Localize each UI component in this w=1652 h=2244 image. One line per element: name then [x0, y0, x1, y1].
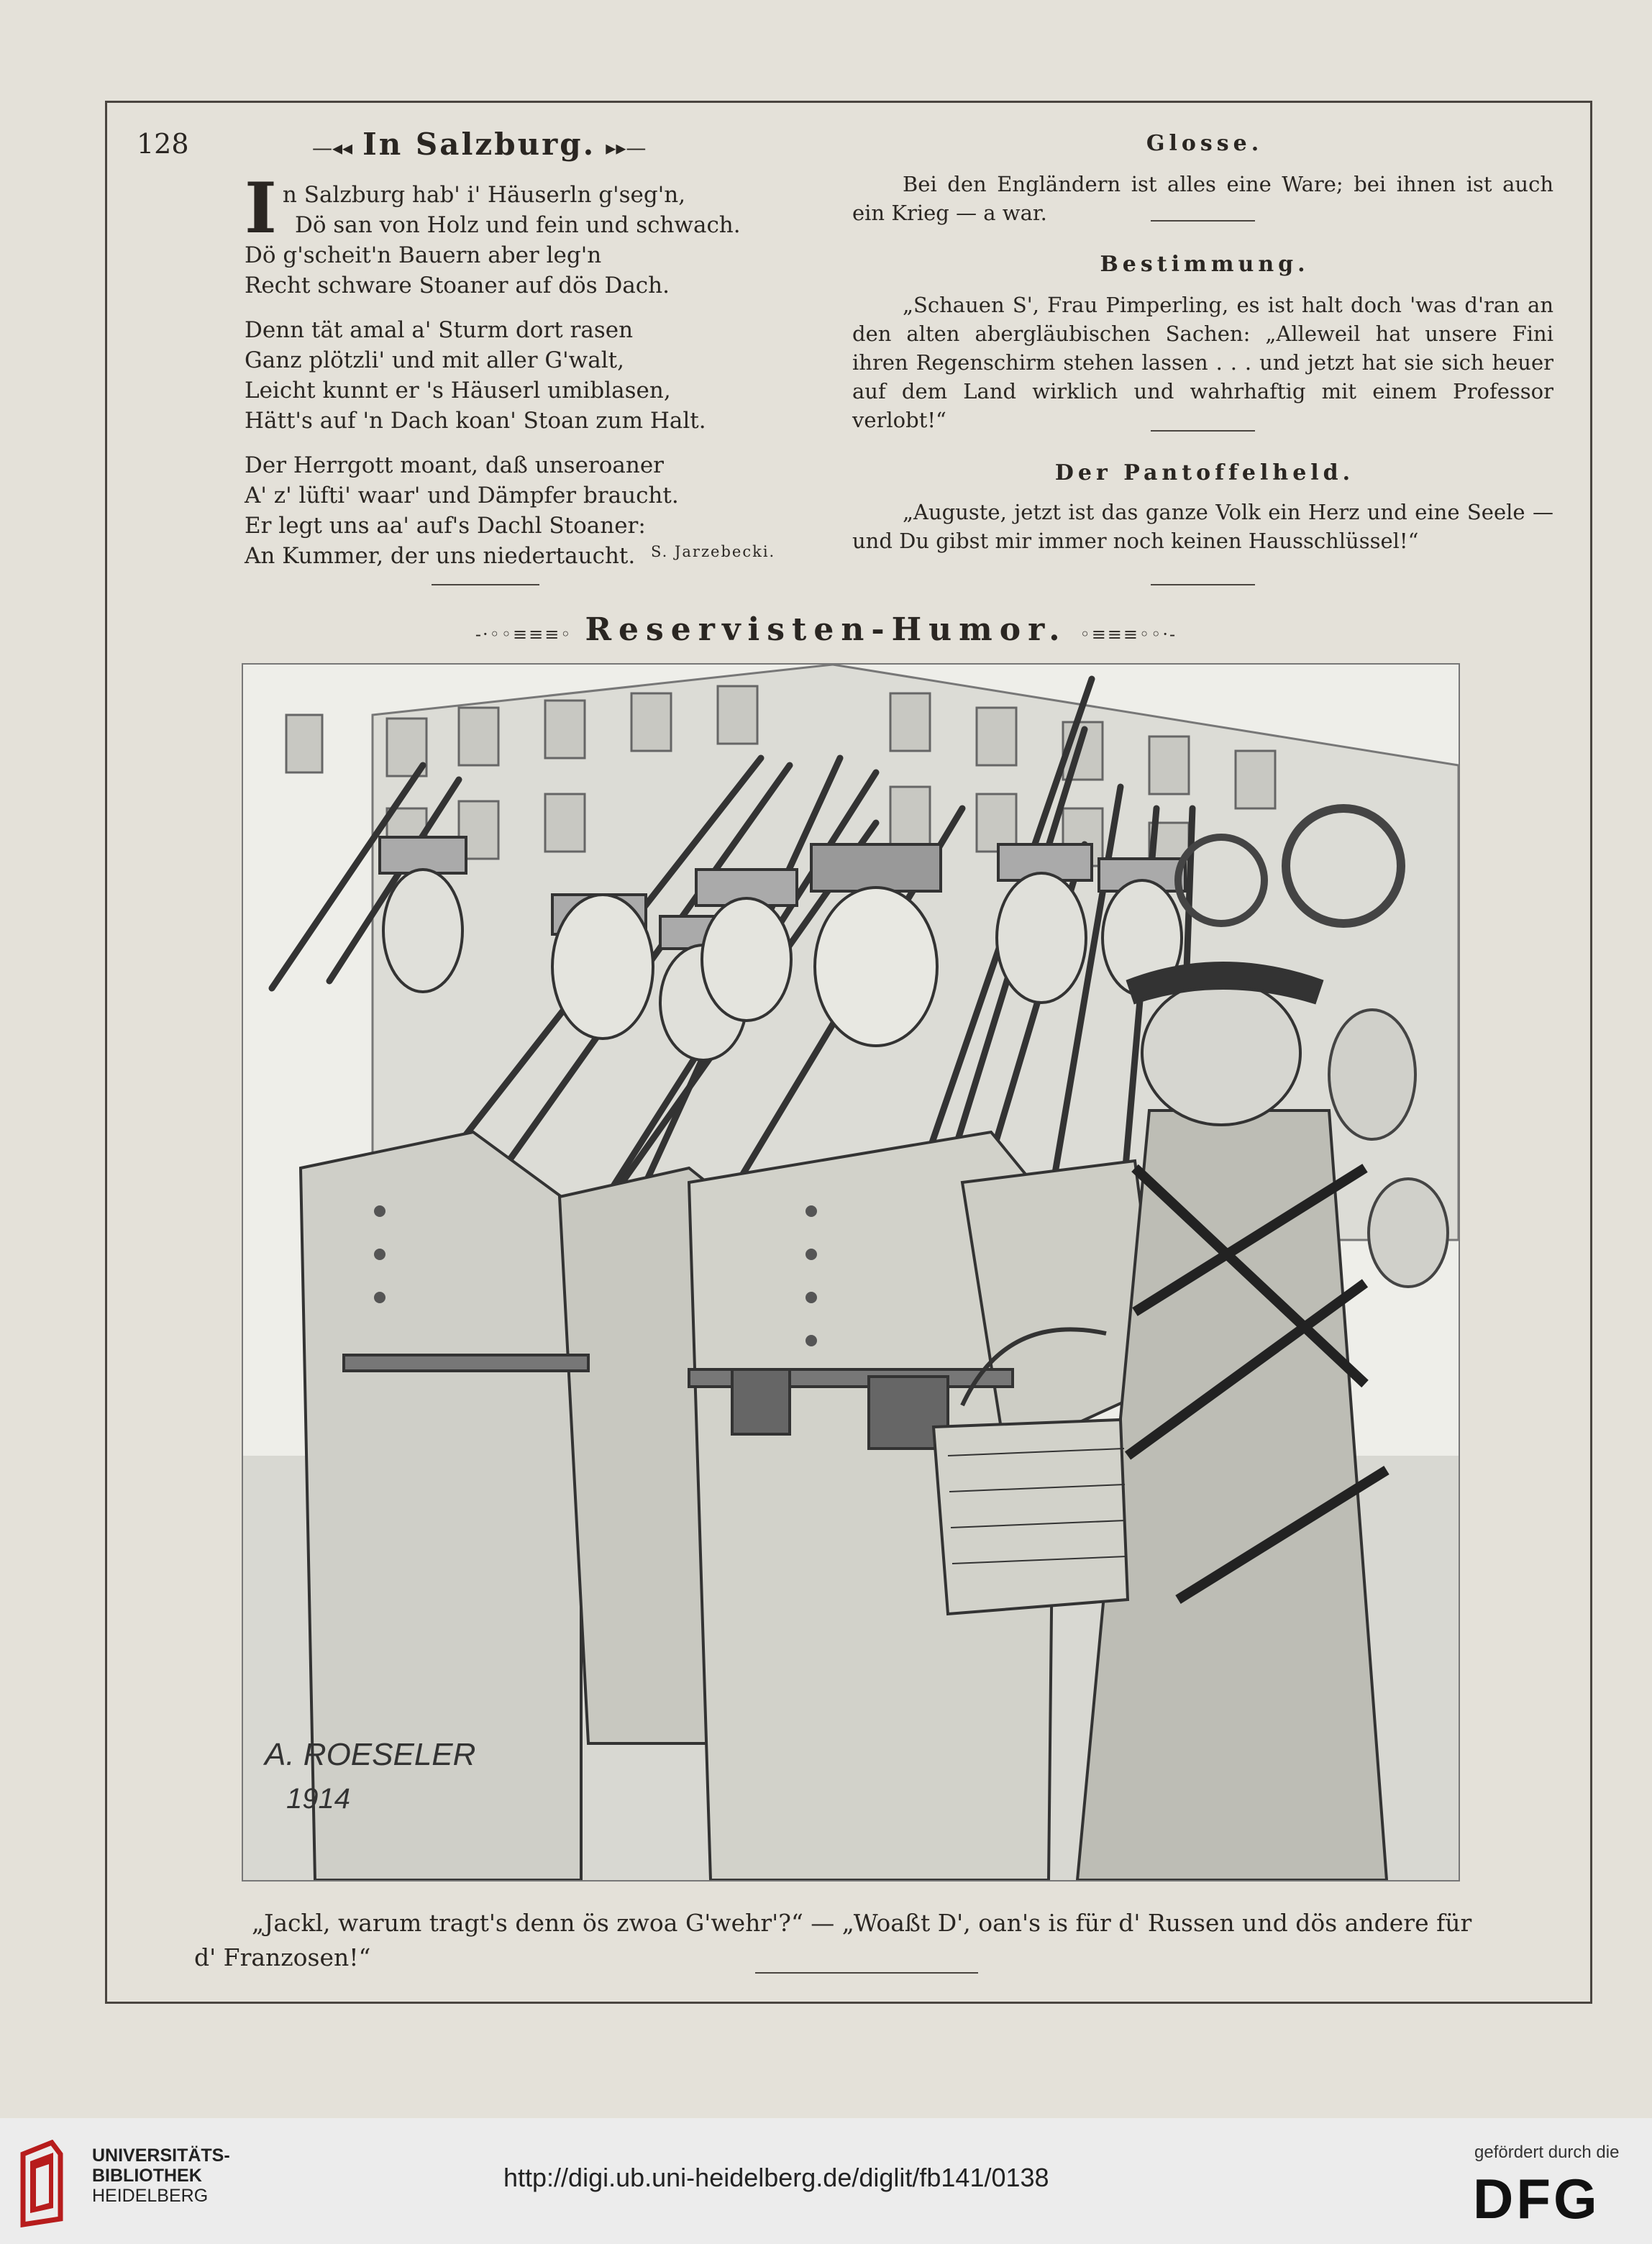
- artist-signature: A. ROESELER: [265, 1737, 476, 1772]
- poem-body: [245, 168, 791, 585]
- ornament-right: ▸▸—: [606, 136, 647, 160]
- main-section-title: -·◦◦≡≡≡◦ Reservisten-Humor. ◦≡≡≡◦◦·-: [475, 611, 1177, 648]
- glosse-text: Bei den Engländern ist alles eine Ware; bei ihnen ist auch ein Krieg — a war.: [852, 172, 1553, 225]
- poem-line: Der Herrgott moant, daß unseroaner: [245, 452, 665, 478]
- ornament-right: ◦≡≡≡◦◦·-: [1080, 624, 1177, 644]
- bestimmung-heading: Bestimmung.: [1100, 252, 1310, 277]
- ornament-left: —◂◂: [312, 136, 353, 160]
- poem-title: —◂◂ In Salzburg. ▸▸—: [312, 127, 647, 162]
- divider: [432, 584, 539, 585]
- library-name: UNIVERSITÄTS- BIBLIOTHEK HEIDELBERG: [92, 2145, 230, 2206]
- glosse-heading: Glosse.: [1146, 131, 1264, 156]
- poem-line: Dö san von Holz und fein und schwach.: [295, 212, 741, 238]
- drop-cap: I: [245, 168, 277, 249]
- ub-heidelberg-logo-icon: [16, 2140, 68, 2227]
- poem-line: Er legt uns aa' auf's Dachl Stoaner:: [245, 513, 646, 539]
- artist-signature-year: 1914: [286, 1783, 350, 1815]
- poem-line: Dö g'scheit'n Bauern aber leg'n: [245, 242, 602, 268]
- poem-line: A' z' lüfti' waar' und Dämpfer braucht.: [245, 483, 679, 508]
- divider: [1151, 220, 1255, 222]
- ornament-left: -·◦◦≡≡≡◦: [475, 624, 572, 644]
- cartoon-caption: [194, 1906, 1503, 1975]
- poem-line: An Kummer, der uns niedertaucht.: [245, 543, 636, 569]
- divider: [1151, 430, 1255, 432]
- permalink-url[interactable]: http://digi.ub.uni-heidelberg.de/diglit/fb141/0138: [503, 2163, 1049, 2192]
- poem-line: Hätt's auf 'n Dach koan' Stoan zum Halt.: [245, 408, 706, 434]
- poem-line: Recht schware Stoaner auf dös Dach.: [245, 273, 670, 298]
- poem-line: Ganz plötzli' und mit aller G'walt,: [245, 347, 624, 373]
- sponsor-label: gefördert durch die: [1474, 2143, 1620, 2162]
- poem-stanza: [245, 168, 791, 301]
- poem-stanza: [245, 315, 791, 436]
- caption-line: d' Franzosen!“: [194, 1943, 371, 1971]
- poem-line: Leicht kunnt er 's Häuserl umiblasen,: [245, 378, 671, 403]
- footer-bar: [0, 2118, 1652, 2244]
- pantoffelheld-text: „Auguste, jetzt ist das ganze Volk ein Herz und eine Seele — und Du gibst mir immer noch keinen Hausschlüssel!“: [852, 500, 1553, 553]
- dfg-logo: DFG: [1473, 2167, 1600, 2230]
- poem-line: n Salzburg hab' i' Häuserln g'seg'n,: [282, 182, 686, 208]
- poem-author: S. Jarzebecki.: [651, 543, 776, 560]
- bestimmung-text: „Schauen S', Frau Pimperling, es ist halt doch 'was d'ran an den alten abergläubischen Sachen: „Alleweil hat unsere Fini ihren Regenschirm stehen lassen . . . und jetzt hat sie sich heuer auf dem Land wirklich und wahrhaftig mit einem Professor verlobt!“: [852, 293, 1553, 432]
- poem-line: Denn tät amal a' Sturm dort rasen: [245, 317, 634, 343]
- divider: [1151, 584, 1255, 585]
- page-number: 128: [137, 128, 189, 160]
- divider: [755, 1972, 978, 1974]
- caption-line: „Jackl, warum tragt's denn ös zwoa G'wehr'?“ — „Woaßt D', oan's is für d' Russen und dös andere für: [252, 1909, 1472, 1937]
- pantoffelheld-heading: Der Pantoffelheld.: [1054, 460, 1355, 485]
- cartoon-illustration: [242, 663, 1460, 1882]
- cartoon-drawing: [243, 665, 1459, 1880]
